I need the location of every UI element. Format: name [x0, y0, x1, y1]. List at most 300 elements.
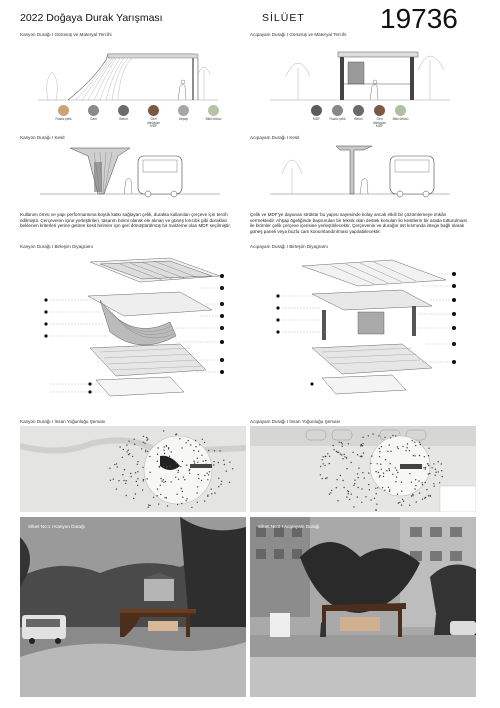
density-dot	[433, 463, 434, 464]
material-label: Geri dönüşüm MDF	[146, 117, 161, 129]
density-dot	[130, 473, 131, 474]
density-dot	[116, 463, 117, 464]
density-dot	[411, 467, 412, 468]
swatch-dot	[58, 105, 69, 116]
density-dot	[379, 456, 380, 457]
material-swatch	[329, 105, 346, 129]
kanyon-material-swatches	[55, 105, 222, 129]
density-dot	[165, 481, 166, 482]
density-dot	[398, 448, 399, 449]
density-dot	[190, 444, 191, 445]
swatch-dot	[332, 105, 343, 116]
density-dot	[167, 505, 168, 506]
density-dot	[419, 492, 420, 493]
density-dot	[211, 489, 212, 490]
density-dot	[414, 455, 415, 456]
acipayam-elevation-drawing	[270, 40, 450, 102]
density-dot	[392, 474, 393, 475]
density-dot	[364, 478, 365, 479]
density-dot	[327, 453, 328, 454]
density-dot	[379, 448, 380, 449]
material-label: Bitki örtüsü	[392, 117, 409, 121]
density-dot	[342, 443, 343, 444]
density-dot	[323, 463, 324, 464]
density-dot	[390, 437, 391, 438]
density-dot	[361, 456, 362, 457]
kanyon-density-map	[20, 426, 246, 512]
kanyon-section-drawing	[40, 142, 220, 198]
density-dot	[411, 495, 412, 496]
density-dot	[209, 465, 210, 466]
density-dot	[387, 451, 388, 452]
density-dot	[181, 503, 182, 504]
density-dot	[427, 463, 428, 464]
density-dot	[422, 484, 423, 485]
density-dot	[406, 447, 407, 448]
density-dot	[149, 472, 150, 473]
density-dot	[157, 447, 158, 448]
density-dot	[388, 468, 389, 469]
density-dot	[439, 482, 440, 483]
density-dot	[163, 482, 164, 483]
density-dot	[428, 495, 429, 496]
density-dot	[385, 459, 386, 460]
density-dot	[135, 472, 136, 473]
density-dot	[344, 454, 345, 455]
density-dot	[363, 452, 364, 453]
density-dot	[136, 481, 137, 482]
acipayam-exploded-diagram	[262, 252, 472, 404]
material-label: Beton	[119, 117, 128, 121]
section-label-kanyon-section: Kanyon Durağı I Kesit	[20, 135, 65, 140]
density-dot	[357, 473, 358, 474]
density-dot	[209, 471, 210, 472]
density-dot	[392, 435, 393, 436]
density-dot	[182, 461, 183, 462]
density-dot	[382, 487, 383, 488]
density-dot	[390, 451, 391, 452]
density-dot	[415, 479, 416, 480]
density-dot	[157, 461, 158, 462]
density-dot	[201, 455, 202, 456]
density-dot	[349, 499, 350, 500]
density-dot	[418, 466, 419, 467]
density-dot	[183, 477, 184, 478]
density-dot	[207, 496, 208, 497]
density-dot	[340, 475, 341, 476]
density-dot	[148, 507, 149, 508]
density-dot	[376, 493, 377, 494]
density-dot	[412, 495, 413, 496]
density-dot	[351, 462, 352, 463]
density-dot	[181, 488, 182, 489]
acipayam-density-map	[250, 426, 476, 512]
density-dot	[362, 437, 363, 438]
density-dot	[442, 476, 443, 477]
swatch-dot	[374, 105, 385, 116]
density-dot	[425, 482, 426, 483]
density-dot	[134, 439, 135, 440]
density-dot	[389, 463, 390, 464]
density-dot	[401, 504, 402, 505]
density-dot	[141, 448, 142, 449]
material-swatch	[85, 105, 102, 129]
density-dot	[384, 437, 385, 438]
acipayam-section-drawing	[270, 142, 450, 198]
material-label: Rustic çelik	[329, 117, 346, 121]
density-dot	[389, 470, 390, 471]
density-dot	[330, 492, 331, 493]
density-dot	[399, 502, 400, 503]
density-dot	[412, 440, 413, 441]
kanyon-elevation-drawing	[38, 40, 218, 102]
density-dot	[358, 467, 359, 468]
density-dot	[411, 482, 412, 483]
density-dot	[128, 454, 129, 455]
density-dot	[206, 473, 207, 474]
density-dot	[208, 450, 209, 451]
density-dot	[164, 446, 165, 447]
density-dot	[226, 471, 227, 472]
density-dot	[207, 494, 208, 495]
density-dot	[401, 491, 402, 492]
density-dot	[195, 440, 196, 441]
density-dot	[186, 464, 187, 465]
density-dot	[166, 466, 167, 467]
density-dot	[397, 472, 398, 473]
density-dot	[430, 496, 431, 497]
density-dot	[129, 453, 130, 454]
density-dot	[137, 478, 138, 479]
density-dot	[353, 485, 354, 486]
density-dot	[117, 466, 118, 467]
density-dot	[325, 456, 326, 457]
density-dot	[153, 497, 154, 498]
density-dot	[429, 473, 430, 474]
density-dot	[354, 480, 355, 481]
density-dot	[362, 443, 363, 444]
density-dot	[164, 497, 165, 498]
density-dot	[197, 458, 198, 459]
density-dot	[204, 475, 205, 476]
density-dot	[428, 473, 429, 474]
density-dot	[170, 466, 171, 467]
density-dot	[122, 457, 123, 458]
density-dot	[428, 465, 429, 466]
density-dot	[163, 450, 164, 451]
density-dot	[419, 442, 420, 443]
density-dot	[351, 494, 352, 495]
density-dot	[223, 460, 224, 461]
density-dot	[206, 464, 207, 465]
density-dot	[386, 470, 387, 471]
density-dot	[379, 451, 380, 452]
density-dot	[135, 493, 136, 494]
density-dot	[232, 468, 233, 469]
density-dot	[340, 453, 341, 454]
density-dot	[229, 462, 230, 463]
density-dot	[397, 446, 398, 447]
density-dot	[194, 462, 195, 463]
density-dot	[126, 495, 127, 496]
density-dot	[425, 468, 426, 469]
density-dot	[337, 500, 338, 501]
density-dot	[193, 450, 194, 451]
density-dot	[116, 488, 117, 489]
density-dot	[329, 494, 330, 495]
density-dot	[347, 493, 348, 494]
density-dot	[324, 465, 325, 466]
density-dot	[204, 442, 205, 443]
density-dot	[362, 472, 363, 473]
material-swatch	[55, 105, 72, 129]
density-dot	[180, 466, 181, 467]
density-dot	[204, 501, 205, 502]
density-dot	[375, 510, 376, 511]
swatch-dot	[353, 105, 364, 116]
density-dot	[196, 492, 197, 493]
density-dot	[336, 479, 337, 480]
density-dot	[146, 440, 147, 441]
density-dot	[419, 455, 420, 456]
density-dot	[148, 504, 149, 505]
density-dot	[341, 442, 342, 443]
density-dot	[198, 478, 199, 479]
material-label: Beton	[354, 117, 363, 121]
swatch-dot	[311, 105, 322, 116]
density-dot	[229, 482, 230, 483]
density-dot	[358, 477, 359, 478]
density-dot	[145, 450, 146, 451]
density-dot	[181, 447, 182, 448]
density-dot	[189, 473, 190, 474]
density-dot	[370, 463, 371, 464]
density-dot	[401, 482, 402, 483]
density-dot	[354, 483, 355, 484]
density-dot	[137, 464, 138, 465]
density-dot	[147, 438, 148, 439]
competition-title: 2022 Doğaya Durak Yarışması	[20, 12, 163, 24]
density-dot	[197, 502, 198, 503]
density-dot	[333, 449, 334, 450]
density-dot	[339, 442, 340, 443]
density-dot	[157, 488, 158, 489]
density-dot	[441, 470, 442, 471]
density-dot	[329, 456, 330, 457]
density-dot	[377, 463, 378, 464]
density-dot	[422, 499, 423, 500]
density-dot	[122, 474, 123, 475]
density-dot	[336, 487, 337, 488]
density-dot	[143, 479, 144, 480]
density-dot	[185, 500, 186, 501]
density-dot	[425, 497, 426, 498]
density-dot	[441, 463, 442, 464]
density-dot	[320, 474, 321, 475]
density-dot	[428, 448, 429, 449]
density-dot	[199, 444, 200, 445]
density-dot	[191, 507, 192, 508]
density-dot	[149, 505, 150, 506]
swatch-dot	[118, 105, 129, 116]
density-dot	[126, 480, 127, 481]
density-dot	[159, 466, 160, 467]
density-dot	[416, 501, 417, 502]
density-dot	[395, 481, 396, 482]
density-dot	[123, 449, 124, 450]
density-dot	[114, 464, 115, 465]
density-dot	[143, 480, 144, 481]
density-dot	[186, 442, 187, 443]
material-swatch	[205, 105, 222, 129]
density-dot	[346, 468, 347, 469]
density-dot	[160, 478, 161, 479]
density-dot	[189, 470, 190, 471]
density-dot	[146, 437, 147, 438]
density-dot	[420, 444, 421, 445]
material-swatch	[350, 105, 367, 129]
density-dot	[147, 451, 148, 452]
density-dot	[360, 456, 361, 457]
density-dot	[435, 469, 436, 470]
kanyon-exploded-diagram	[30, 252, 240, 404]
density-dot	[178, 470, 179, 471]
density-dot	[161, 480, 162, 481]
density-dot	[202, 439, 203, 440]
kanyon-photo-tag: Silüet No:1 I Kanyon Durağı	[28, 524, 85, 529]
density-dot	[220, 484, 221, 485]
kanyon-description: Kullanım ömrü ve yapı performansına büyük katkı sağlayan çelik, durakta kullanılan çerçeve için tercih edilmiştir. Çerçevenin içine yerleştirilen, tasarım birimi olarak ele alınan ve güneş kırıcılık gibi durakları beklenen kriterleri yerine getiren kesit birimler için geri dönüştürülmüş bir malzeme olan MDF seçilmiştir.	[20, 212, 231, 229]
section-label-acipayam-elevation: Acıpayam Durağı I Görünüş ve Materyal Tercihi	[250, 32, 347, 37]
density-dot	[397, 494, 398, 495]
density-dot	[160, 485, 161, 486]
density-dot	[374, 498, 375, 499]
density-dot	[221, 481, 222, 482]
material-swatch	[145, 105, 162, 129]
density-dot	[323, 456, 324, 457]
density-dot	[344, 456, 345, 457]
density-dot	[389, 444, 390, 445]
density-dot	[205, 460, 206, 461]
density-dot	[415, 485, 416, 486]
density-dot	[341, 454, 342, 455]
section-label-kanyon-elevation: Kanyon Durağı I Görünüş ve Materyal Tercihi	[20, 32, 112, 37]
density-dot	[342, 480, 343, 481]
density-dot	[395, 435, 396, 436]
density-dot	[176, 463, 177, 464]
density-dot	[375, 471, 376, 472]
density-dot	[133, 498, 134, 499]
density-dot	[331, 490, 332, 491]
density-dot	[207, 479, 208, 480]
swatch-dot	[178, 105, 189, 116]
density-dot	[110, 480, 111, 481]
density-dot	[224, 464, 225, 465]
density-dot	[409, 450, 410, 451]
density-dot	[431, 467, 432, 468]
density-dot	[134, 444, 135, 445]
density-dot	[389, 489, 390, 490]
density-dot	[375, 488, 376, 489]
density-dot	[415, 445, 416, 446]
density-dot	[388, 487, 389, 488]
density-dot	[163, 466, 164, 467]
density-dot	[182, 497, 183, 498]
acipayam-photo-tag: Silüet No:2 I Acıpayam Durağı	[258, 524, 320, 529]
density-dot	[213, 464, 214, 465]
density-dot	[378, 472, 379, 473]
density-dot	[433, 483, 434, 484]
density-dot	[132, 456, 133, 457]
density-dot	[402, 499, 403, 500]
density-dot	[182, 491, 183, 492]
density-dot	[142, 489, 143, 490]
density-dot	[409, 505, 410, 506]
density-dot	[378, 435, 379, 436]
density-dot	[170, 481, 171, 482]
density-dot	[218, 478, 219, 479]
density-dot	[413, 455, 414, 456]
material-label: Rustic çelik	[55, 117, 72, 121]
material-swatch	[371, 105, 388, 129]
density-dot	[348, 443, 349, 444]
swatch-dot	[88, 105, 99, 116]
material-swatch	[308, 105, 325, 129]
density-dot	[389, 491, 390, 492]
density-dot	[438, 461, 439, 462]
density-dot	[144, 443, 145, 444]
density-dot	[157, 495, 158, 496]
density-dot	[163, 479, 164, 480]
density-dot	[163, 430, 164, 431]
density-dot	[123, 480, 124, 481]
density-dot	[179, 438, 180, 439]
material-label: Bitki örtüsü	[205, 117, 222, 121]
density-dot	[371, 455, 372, 456]
density-dot	[361, 502, 362, 503]
density-dot	[203, 460, 204, 461]
density-dot	[143, 442, 144, 443]
density-dot	[126, 444, 127, 445]
density-dot	[428, 455, 429, 456]
density-dot	[368, 435, 369, 436]
density-dot	[338, 452, 339, 453]
density-dot	[126, 451, 127, 452]
density-dot	[166, 497, 167, 498]
density-dot	[396, 476, 397, 477]
density-dot	[361, 445, 362, 446]
density-dot	[379, 476, 380, 477]
density-dot	[125, 483, 126, 484]
density-dot	[412, 494, 413, 495]
density-dot	[158, 503, 159, 504]
density-dot	[352, 452, 353, 453]
entry-number: 19736	[380, 3, 458, 34]
density-dot	[336, 451, 337, 452]
density-dot	[166, 446, 167, 447]
density-dot	[322, 459, 323, 460]
density-dot	[145, 451, 146, 452]
material-swatch	[115, 105, 132, 129]
density-dot	[176, 494, 177, 495]
density-dot	[195, 446, 196, 447]
density-dot	[178, 479, 179, 480]
density-dot	[128, 450, 129, 451]
density-dot	[414, 442, 415, 443]
density-dot	[333, 445, 334, 446]
density-dot	[214, 492, 215, 493]
density-dot	[124, 469, 125, 470]
